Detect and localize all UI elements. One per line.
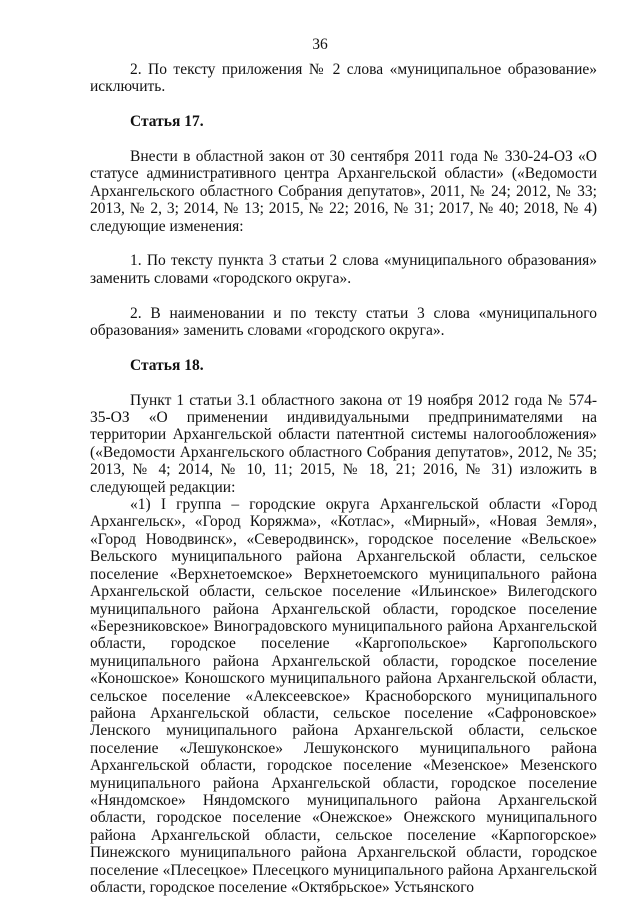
article-17-intro-paragraph: Внести в областной закон от 30 сентября 2011 года № 330-24-ОЗ «О статусе административного центра Архангельской области» («Ведомости Архангельского областного Собрания депутатов», 2011, № 24; 2012, № 33; 2013, № 2, 3; 2014, № 13; 2015, № 22; 2016, № 31; 2017, № 40; 2018, № 4) следующие изменения: [90,148,597,235]
article-18-heading: Статья 18. [130,356,204,374]
page-number: 36 [312,36,328,53]
article-18-intro-paragraph: Пункт 1 статьи 3.1 областного закона от 19 ноября 2012 года № 574-35-ОЗ «О применении индивидуальными предпринимателями на территории Архангельской области патентной системы налогообложения» («Ведомости Архангельского областного Собрания депутатов», 2012, № 35; 2013, № 4; 2014, № 10, 11; 2015, № 18, 21; 2016, № 31) изложить в следующей редакции: [90,391,597,496]
article-17-item-1: 1. По тексту пункта 3 статьи 2 слова «муниципального образования» заменить словами «городского округа». [90,252,597,287]
article-18-group-1-paragraph: «1) I группа – городские округа Архангельской области «Город Архангельск», «Город Коряжма», «Котлас», «Мирный», «Новая Земля», «Город Новодвинск», «Северодвинск», городское поселение «Вельское» Вельского муниципального района Архангельской области, сельское поселение «Верхнетоемское» Верхнетоемского муниципального района Архангельской области, сельское поселение «Ильинское» Вилегодского муниципального района Архангельской области, городское поселение «Березниковское» Виноградовского муниципального района Архангельской области, городское поселение «Каргопольское» Каргопольского муниципального района Архангельской области, городское поселение «Коношское» Коношского муниципального района Архангельской области, сельское поселение «Алексеевское» Красноборского муниципального района Архангельской области, сельское поселение «Сафроновское» Ленского муниципального района Архангельской области, сельское поселение «Лешуконское» Лешуконского муниципального района Архангельской области, городское поселение «Мезенское» Мезенского муниципального района Архангельской области, городское поселение «Няндомское» Няндомского муниципального района Архангельской области, городское поселение «Онежское» Онежского муниципального района Архангельской области, сельское поселение «Карпогорское» Пинежского муниципального района Архангельской области, городское поселение «Плесецкое» Плесецкого муниципального района Архангельской области, городское поселение «Октябрьское» Устьянского [90,496,597,896]
article-17-heading: Статья 17. [130,113,204,131]
paragraph-item-2-exclude: 2. По тексту приложения № 2 слова «муниципальное образование» исключить. [90,61,597,96]
document-body [90,61,597,896]
article-17-item-2: 2. В наименовании и по тексту статьи 3 слова «муниципального образования» заменить словами «городского округа». [90,304,597,340]
